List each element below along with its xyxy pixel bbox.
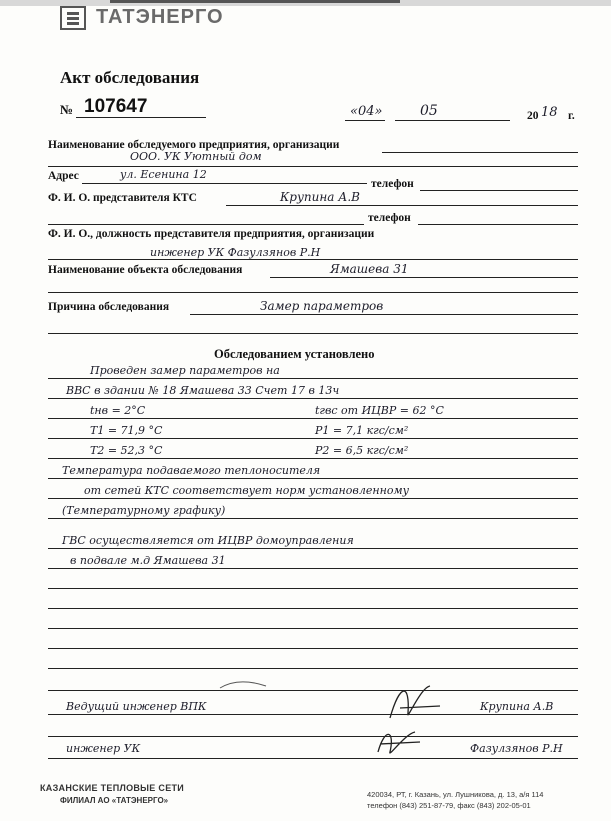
finding-line	[48, 438, 578, 439]
object-value: Ямашева 31	[330, 262, 409, 276]
address-value: ул. Есенина 12	[120, 168, 207, 181]
page-title: Акт обследования	[60, 68, 200, 87]
phone-label-2: телефон	[368, 212, 411, 224]
logo-icon	[60, 6, 86, 30]
lead-engineer-title: Ведущий инженер ВПК	[66, 700, 207, 713]
engineer-title: инженер УК	[66, 742, 141, 755]
date-day: «04»	[350, 104, 383, 119]
reason-label: Причина обследования	[48, 301, 170, 313]
signature-mark	[380, 678, 450, 728]
number-underline	[76, 117, 206, 118]
signature-mark	[370, 722, 430, 762]
param-left: T1 = 71,9 °С	[90, 424, 163, 437]
findings-heading: Обследованием установлено	[214, 347, 375, 361]
finding-text: (Температурному графику)	[62, 504, 226, 517]
date-year-prefix: 20	[527, 110, 539, 122]
finding-text: ВВС в здании № 18 Ямашева 33 Счет 17 в 13ч	[66, 384, 340, 397]
object-label: Наименование объекта обследования	[48, 264, 243, 276]
document-number: 107647	[84, 96, 148, 117]
param-right: P1 = 7,1 кгс/см²	[315, 424, 409, 437]
param-right: P2 = 6,5 кгс/см²	[315, 444, 409, 457]
org-rep-line	[48, 259, 578, 260]
phone-line-2	[48, 224, 364, 225]
finding-text: ГВС осуществляется от ИЦВР домоуправления	[62, 534, 354, 547]
footer-org-2: ФИЛИАЛ АО «ТАТЭНЕРГО»	[60, 796, 169, 805]
finding-line	[48, 518, 578, 519]
param-left: tнв = 2°С	[90, 404, 146, 417]
lead-engineer-name: Крупина А.В	[480, 700, 554, 713]
object-line	[270, 277, 578, 278]
finding-line	[48, 548, 578, 549]
org-value: ООО. УК Уютный дом	[130, 150, 262, 163]
date-suffix: г.	[568, 110, 575, 122]
org-line-2	[48, 166, 578, 167]
reason-value: Замер параметров	[260, 299, 384, 313]
object-line-2	[48, 292, 578, 293]
date-month: 05	[420, 103, 438, 119]
footer-org-1: КАЗАНСКИЕ ТЕПЛОВЫЕ СЕТИ	[40, 783, 185, 793]
footer-address-1: 420034, РТ, г. Казань, ул. Лушникова, д. 13, а/я 114	[367, 790, 544, 799]
date-month-line	[395, 120, 510, 121]
address-label: Адрес	[48, 170, 79, 182]
phone-label-1: телефон	[371, 178, 414, 190]
finding-line	[48, 736, 578, 737]
phone-line-2b	[418, 224, 578, 225]
finding-line	[48, 378, 578, 379]
logo-text: ТАТЭНЕРГО	[96, 6, 224, 28]
kts-rep-value: Крупина А.В	[280, 190, 360, 204]
finding-line	[48, 714, 578, 715]
finding-text: Температура подаваемого теплоносителя	[62, 464, 321, 477]
finding-line	[48, 608, 578, 609]
kts-rep-line	[226, 205, 578, 206]
finding-text: в подвале м.д Ямашева 31	[70, 554, 226, 567]
org-line-1	[382, 152, 578, 153]
reason-line-2	[48, 333, 578, 334]
finding-text: Проведен замер параметров на	[90, 364, 280, 377]
reason-line	[190, 314, 578, 315]
finding-line	[48, 690, 578, 691]
date-year-suffix: 18	[541, 105, 558, 120]
finding-line	[48, 648, 578, 649]
pen-stroke	[218, 676, 268, 696]
finding-line	[48, 398, 578, 399]
top-strip-dark	[110, 0, 400, 3]
org-rep-value: инженер УК Фазулзянов Р.Н	[150, 246, 321, 259]
finding-line	[48, 588, 578, 589]
finding-line	[48, 628, 578, 629]
footer-address-2: телефон (843) 251-87-79, факс (843) 202-05-01	[367, 801, 531, 810]
engineer-name: Фазулзянов Р.Н	[470, 742, 563, 755]
org-rep-label: Ф. И. О., должность представителя предприятия, организации	[48, 228, 375, 240]
date-day-line	[345, 120, 385, 121]
phone-line-1	[420, 190, 578, 191]
finding-line	[48, 668, 578, 669]
finding-line	[48, 498, 578, 499]
param-right: tгвс от ИЦВР = 62 °С	[315, 404, 444, 417]
finding-line	[48, 478, 578, 479]
param-left: T2 = 52,3 °С	[90, 444, 163, 457]
address-line	[82, 183, 367, 184]
finding-line	[48, 418, 578, 419]
finding-line	[48, 568, 578, 569]
number-label: №	[60, 102, 74, 117]
finding-line	[48, 458, 578, 459]
org-label: Наименование обследуемого предприятия, организации	[48, 139, 340, 151]
finding-text: от сетей КТС соответствует норм установленному	[84, 484, 409, 497]
kts-rep-label: Ф. И. О. представителя КТС	[48, 192, 197, 204]
finding-line	[48, 758, 578, 759]
